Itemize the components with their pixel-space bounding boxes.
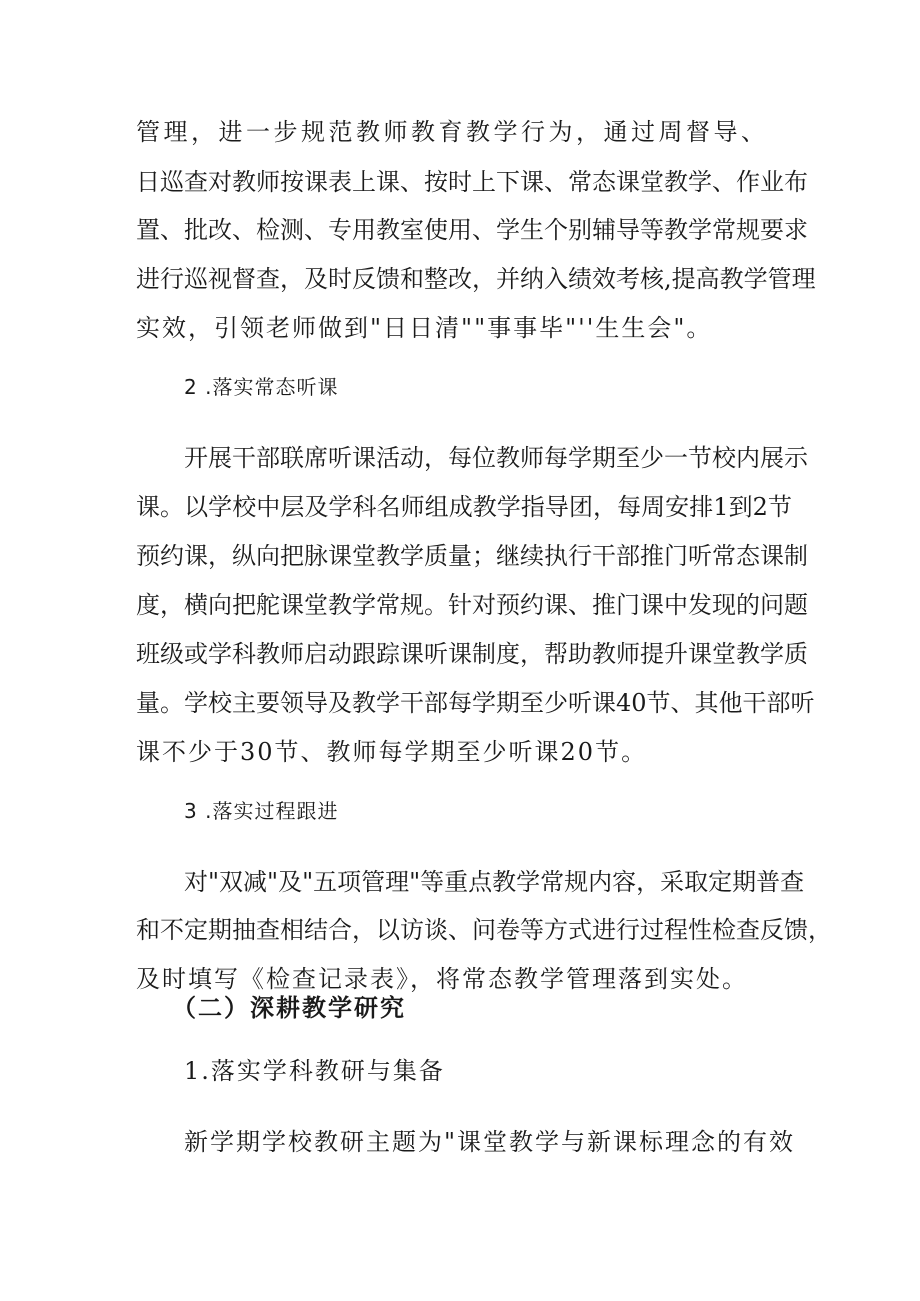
- paragraph-line: 实效，引领老师做到"日日清""事事毕"''生生会"。: [136, 314, 713, 342]
- subsection-heading: 1.落实学科教研与集备: [184, 1057, 445, 1085]
- paragraph-line: 进行巡视督查，及时反馈和整改，并纳入绩效考核,提高教学管理: [136, 265, 816, 293]
- section-heading: 3 .落实过程跟进: [184, 799, 339, 823]
- paragraph-line: 班级或学科教师启动跟踪课听课制度，帮助教师提升课堂教学质: [136, 640, 808, 668]
- paragraph-line: 课。以学校中层及学科名师组成教学指导团，每周安排1到2节: [136, 493, 792, 521]
- paragraph-line: 日巡查对教师按课表上课、按时上下课、常态课堂教学、作业布: [136, 168, 808, 196]
- paragraph-line: 置、批改、检测、专用教室使用、学生个别辅导等教学常规要求: [136, 216, 808, 244]
- paragraph-line: 及时填写《检查记录表》，将常态教学管理落到实处。: [136, 965, 748, 993]
- paragraph-line: 新学期学校教研主题为"课堂教学与新课标理念的有效: [184, 1128, 796, 1156]
- paragraph-line: 开展干部联席听课活动，每位教师每学期至少一节校内展示: [184, 444, 808, 472]
- paragraph-line: 量。学校主要领导及教学干部每学期至少听课40节、其他干部听: [136, 689, 815, 717]
- paragraph-line: 课不少于30节、教师每学期至少听课20节。: [136, 738, 648, 766]
- paragraph-line: 对"双减"及"五项管理"等重点教学常规内容，采取定期普查: [184, 868, 805, 896]
- section-heading: 2 .落实常态听课: [184, 375, 339, 399]
- paragraph-line: 预约课，纵向把脉课堂教学质量；继续执行干部推门听常态课制: [136, 542, 808, 570]
- paragraph-line: 管理，进一步规范教师教育教学行为，通过周督导、: [136, 118, 769, 146]
- section-title: （二）深耕教学研究: [172, 993, 406, 1022]
- paragraph-line: 和不定期抽查相结合，以访谈、问卷等方式进行过程性检查反馈，: [136, 916, 832, 944]
- paragraph-line: 度，横向把舵课堂教学常规。针对预约课、推门课中发现的问题: [136, 591, 808, 619]
